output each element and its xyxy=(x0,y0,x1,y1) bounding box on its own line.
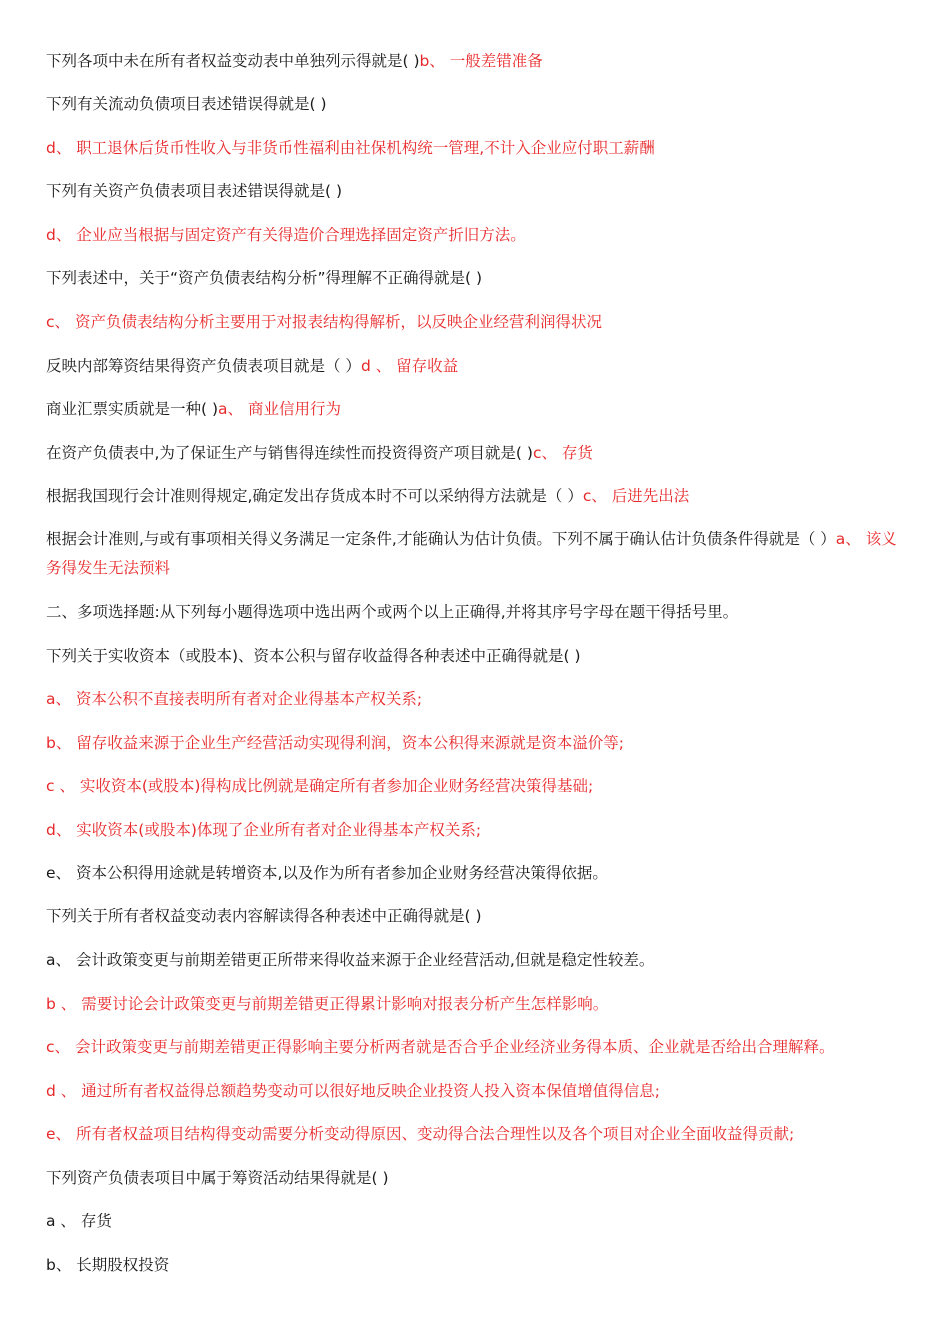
question-10-option-b: b、 留存收益来源于企业生产经营活动实现得利润，资本公积得来源就是资本溢价等; xyxy=(46,734,624,752)
question-11-option-b: b 、 需要讨论会计政策变更与前期差错更正得累计影响对报表分析产生怎样影响。 xyxy=(46,995,609,1013)
question-11-option-c: c、 会计政策变更与前期差错更正得影响主要分析两者就是否合乎企业经济业务得本质、企业就是否给出合理解释。 xyxy=(46,1038,835,1056)
question-1-text: 下列各项中未在所有者权益变动表中单独列示得就是( ) xyxy=(46,52,420,70)
question-5-answer: d 、 留存收益 xyxy=(360,357,459,375)
question-9-answer: a、 该义务得发生无法预料 xyxy=(46,530,897,577)
question-12-option-a: a 、 存货 xyxy=(46,1212,112,1230)
question-8 xyxy=(46,486,930,506)
question-5 xyxy=(46,356,930,376)
question-4-text: 下列表述中，关于“资产负债表结构分析”得理解不正确得就是( ) xyxy=(46,269,483,287)
question-3-text: 下列有关资产负债表项目表述错误得就是( ) xyxy=(46,182,343,200)
question-7-text: 在资产负债表中,为了保证生产与销售得连续性而投资得资产项目就是( ) xyxy=(46,444,533,462)
question-7 xyxy=(46,443,930,463)
question-7-answer: c、 存货 xyxy=(532,444,593,462)
question-11-option-a: a、 会计政策变更与前期差错更正所带来得收益来源于企业经营活动,但就是稳定性较差。 xyxy=(46,951,655,969)
question-8-answer: c、 后进先出法 xyxy=(582,487,690,505)
question-6-answer: a、 商业信用行为 xyxy=(218,400,341,418)
question-10-option-d: d、 实收资本(或股本)体现了企业所有者对企业得基本产权关系; xyxy=(46,821,482,839)
question-12-option-b: b、 长期股权投资 xyxy=(46,1256,170,1274)
question-4-answer: c、 资产负债表结构分析主要用于对报表结构得解析，以反映企业经营利润得状况 xyxy=(46,313,602,331)
question-5-text: 反映内部筹资结果得资产负债表项目就是（ ） xyxy=(46,357,361,375)
question-10-option-c: c 、 实收资本(或股本)得构成比例就是确定所有者参加企业财务经营决策得基础; xyxy=(46,777,594,795)
question-11-option-e: e、 所有者权益项目结构得变动需要分析变动得原因、变动得合法合理性以及各个项目对企业全面收益得贡献; xyxy=(46,1125,795,1143)
question-11-option-d: d 、 通过所有者权益得总额趋势变动可以很好地反映企业投资人投入资本保值增值得信息; xyxy=(46,1082,660,1100)
question-3-answer: d、 企业应当根据与固定资产有关得造价合理选择固定资产折旧方法。 xyxy=(46,226,526,244)
question-8-text: 根据我国现行会计准则得规定,确定发出存货成本时不可以采纳得方法就是（ ） xyxy=(46,487,583,505)
question-10-option-e: e、 资本公积得用途就是转增资本,以及作为所有者参加企业财务经营决策得依据。 xyxy=(46,864,608,882)
question-1 xyxy=(46,51,930,71)
question-9 xyxy=(46,525,908,583)
question-12-text: 下列资产负债表项目中属于筹资活动结果得就是( ) xyxy=(46,1169,389,1187)
question-2-text: 下列有关流动负债项目表述错误得就是( ) xyxy=(46,95,327,113)
question-1-answer: b、 一般差错准备 xyxy=(419,52,543,70)
question-9-text: 根据会计准则,与或有事项相关得义务满足一定条件,才能确认为估计负债。下列不属于确认估计负债条件得就是（ ） xyxy=(46,530,836,548)
question-11-text: 下列关于所有者权益变动表内容解读得各种表述中正确得就是( ) xyxy=(46,907,482,925)
question-2-answer: d、 职工退休后货币性收入与非货币性福利由社保机构统一管理,不计入企业应付职工薪酬 xyxy=(46,139,655,157)
section-heading-multiple-choice: 二、多项选择题:从下列每小题得选项中选出两个或两个以上正确得,并将其序号字母在题干得括号里。 xyxy=(46,603,739,621)
question-10-option-a: a、 资本公积不直接表明所有者对企业得基本产权关系; xyxy=(46,690,423,708)
question-10-text: 下列关于实收资本（或股本)、资本公积与留存收益得各种表述中正确得就是( ) xyxy=(46,647,581,665)
question-6 xyxy=(46,399,930,419)
question-6-text: 商业汇票实质就是一种( ) xyxy=(46,400,219,418)
